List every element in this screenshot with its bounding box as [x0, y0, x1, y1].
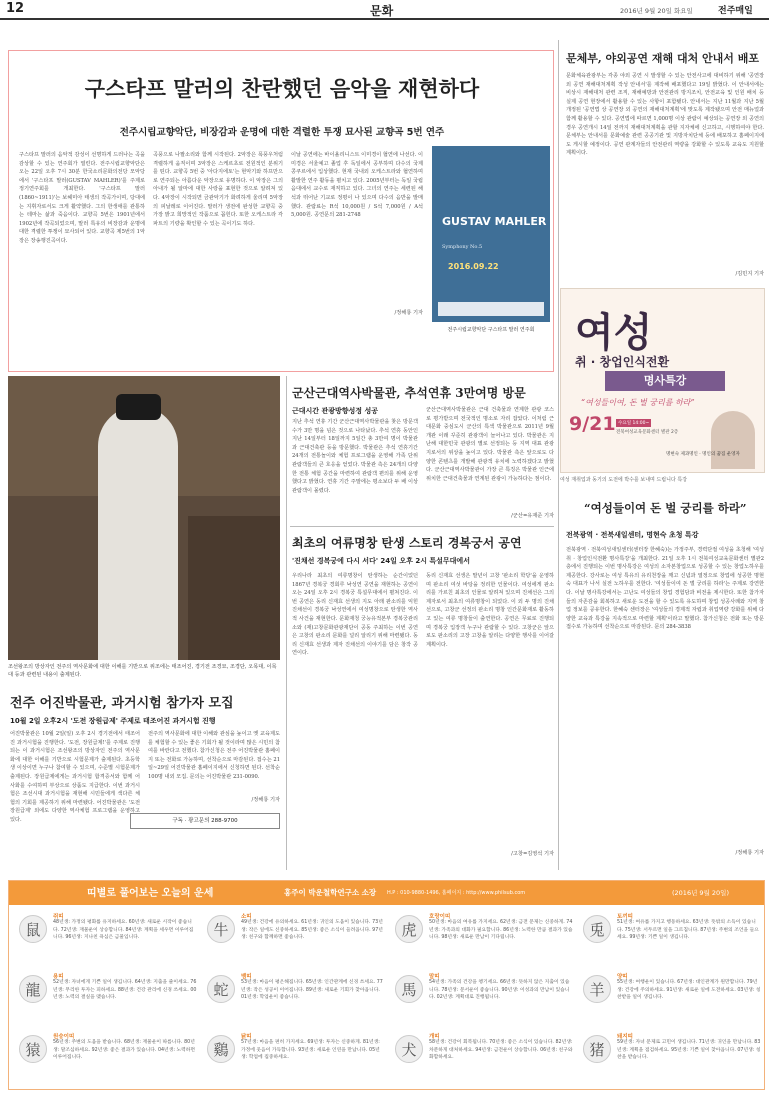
zodiac-animal-icon: 猪	[583, 1035, 611, 1063]
speaker-photo	[711, 411, 755, 469]
poster-footer	[438, 302, 544, 316]
zodiac-card	[203, 971, 387, 1031]
zodiac-text: 53년생: 마음이 평온해집니다. 65년생: 인간관계에 신경 쓰세요. 77년생: 작은 성공이 이어집니다. 89년생: 새로운 기회가 찾아옵니다. 01년생: 학업운이 좋습니다.	[241, 980, 383, 1001]
ad-time: 수요일 14:00~	[618, 421, 650, 426]
story2-subhead: 전북광역 · 전북새일센터, 명현숙 초청 특강	[566, 531, 699, 539]
museum-headline: 군산근대역사박물관, 추석연휴 3만여명 방문	[292, 386, 526, 400]
story2-headline: “여성들이여 돈 벌 궁리를 하라”	[584, 501, 747, 515]
masthead	[0, 0, 769, 20]
zodiac-card	[203, 911, 387, 971]
zodiac-card	[579, 1031, 763, 1091]
zodiac-animal-icon: 馬	[395, 975, 423, 1003]
jeonju-col2: 전주의 역사문화에 대한 이해와 관심을 높이고 옛 교육제도를 체험할 수 있는 좋은 기회가 될 것이라며 많은 시민의 참여를 바란다고 전했다. 참가신청은 전주 어진박물관 홈페이지 또는 전화로 가능하며, 선착순으로 마감된다. 접수는 21일~29일 어진박물관 홈페이지에서 신청하면 된다. 선착순 100명 내외 모집. 문의는 어진박물관 231-0090.	[148, 731, 280, 780]
zodiac-text: 50년생: 마음의 여유를 가지세요. 62년생: 금전 문제는 신중하게. 74년생: 가족과의 대화가 필요합니다. 86년생: 노력한 만큼 결과가 있습니다. 98년생: 새로운 만남이 기다립니다.	[429, 920, 573, 941]
ad-title-badge: 명사특강	[605, 371, 725, 391]
ad-caption: 여성 재취업과 동기의 도전에 박수를 보내며 드립니다 특강	[560, 477, 688, 483]
zodiac-text: 56년생: 주변의 도움을 받습니다. 68년생: 재물운이 따릅니다. 80년생: 말조심하세요. 92년생: 좋은 결과가 있습니다. 04년생: 노력하면 이루어집니다.	[53, 1040, 195, 1061]
row-divider	[290, 526, 554, 527]
zodiac-name: 원숭이띠	[53, 1034, 75, 1040]
palace-subhead: '진채선 경복궁에 다시 서다' 24일 오후 2시 특설무대에서	[292, 557, 470, 565]
zodiac-text: 58년생: 건강이 회복됩니다. 70년생: 좋은 소식이 있습니다. 82년생: 차분하게 대처하세요. 94년생: 금전운이 상승합니다. 06년생: 친구와 화합하세요.	[429, 1040, 573, 1061]
palace-byline: /고창=김영석 기자	[511, 851, 554, 857]
jeonju-col1: 어진박물관은 10월 2일(일) 오후 2시 경기전에서 태조어진 과거시험을 진행한다. '도전, 장원급제!'를 주제로 진행되는 이 과거시험은 조선왕조의 방상자인 전주의 역사문화에 대한 이해를 기반으로 시험문제가 출제된다. 초등학생 이상이면 누구나 참여할 수 있으며, 수준별 시험문제가 출제된다. 장원급제에게는 과거시험 합격증서와 함께 어사화를 수여하며 부상으로 상품도 지급한다. 이번 과거시험은 조선시대 과거시험을 재현해 시민들에게 색다른 체험의 기회를 제공하기 위해 마련됐다. 어진박물관은 '도전 장원급제' 외에도 다양한 역사체험 프로그램을 운영하고 있다.	[10, 731, 140, 823]
ad-venue: 전북여성교육문화센터 별관 2층	[616, 430, 679, 435]
zodiac-card	[15, 971, 199, 1031]
zodiac-card	[579, 911, 763, 971]
zodiac-text: 52년생: 자녀에게 기쁜 일이 생깁니다. 64년생: 지출을 줄이세요. 76년생: 무리한 투자는 피하세요. 88년생: 건강 관리에 신경 쓰세요. 00년생: 노력의 결실을 맺습니다.	[53, 980, 197, 1001]
zodiac-text: 51년생: 여유를 가지고 행동하세요. 63년생: 뜻밖의 소득이 있습니다. 75년생: 서두르면 일을 그르칩니다. 87년생: 주변의 조언을 들으세요. 99년생: 기쁜 일이 생깁니다.	[617, 920, 759, 941]
zodiac-animal-icon: 虎	[395, 915, 423, 943]
right-story-byline: /김민지 기자	[735, 271, 764, 277]
top-story-byline: /정해룡 기자	[394, 310, 423, 316]
zodiac-card	[15, 911, 199, 971]
ad-title: 취 · 창업인식전환	[575, 355, 670, 369]
issue-date: 2016년 9월 20일 화요일	[620, 7, 693, 15]
fortune-date: (2016년 9월 20일)	[672, 889, 729, 897]
zodiac-card	[391, 911, 575, 971]
ad-speaker	[666, 451, 740, 457]
top-story-col2: 곡풍으로 나팔소리와 함께 시작된다. 2악장은 폭풍우처럼 격렬하게 움직이며 3악장은 스케르초로 전원적인 분위기를 띤다. 교향곡 5번 중 '아다지에토'는 현악기와 하프만으로 연주되는 아름다운 악장으로 유명하다. 이 악장은 그의 아내가 될 알마에 대한 사랑을 표현한 것으로 알려져 있다. 4악장이 시작되면 금관악기가 화려하게 울리며 5악장의 피날레로 이어진다. 말러가 생전에 완성한 교향곡 중 가장 밝고 희망적인 작품으로 꼽힌다. 또한 오케스트라 각 파트의 기량을 확인할 수 있는 곡이기도 하다.	[153, 152, 283, 227]
section-title: 문화	[370, 4, 394, 18]
right-story-headline: 문체부, 야외공연 재해 대처 안내서 배포	[566, 52, 759, 65]
top-story-subhead: 전주시립교향악단, 비장감과 운명에 대한 격렬한 투쟁 묘사된 교향곡 5번 연주	[119, 127, 445, 138]
fortune-header-bar	[9, 881, 764, 905]
zodiac-text: 54년생: 가족의 건강을 챙기세요. 66년생: 뜻하지 않은 지출이 있습니다. 78년생: 문서운이 좋습니다. 90년생: 이성과의 만남이 있습니다. 02년생: 계획대로 진행됩니다.	[429, 980, 570, 1001]
zodiac-name: 말띠	[429, 974, 440, 980]
column-divider	[558, 40, 559, 870]
story2-body: 전북광역 · 전북여성새일센터(센터장 한혜숙)는 가정주부, 경력단절 여성을 초청해 '여성 취 · 창업인식전환 명사특강'을 개최한다. 21일 오후 1시 전북여성교육문화센터 별관2층에서 진행되는 이번 명사특강은 여성의 소자본창업으로 성공할 수 있는 창업노하우를 제공한다. 강사로는 여성 특유의 유리천장을 깨고 신념과 열정으로 창업에 성공한 명현숙 대표가 나서 실전 노하우를 전한다. '여성들이여 돈 벌 궁리를 하라'는 주제로 강연한다. 이날 명사특강에서는 고난도 여성들의 창업 경험담과 비전을 제시한다. 또한 참가자들의 자존감을 회복하고 새로운 도전을 할 수 있도록 유도하며 창업 성공사례와 지역 창업 정보를 공유한다. 한혜숙 센터장은 '여성들의 경제적 자립과 취업역량 강화를 위해 다양한 교육과 특강을 지속적으로 마련할 계획'이라고 말했다. 참가신청은 전화 또는 방문 접수로 가능하며 선착순으로 마감된다. 문의 284-3838	[566, 547, 764, 631]
zodiac-animal-icon: 兎	[583, 915, 611, 943]
zodiac-text: 49년생: 건강에 유의하세요. 61년생: 귀인의 도움이 있습니다. 73년생: 작은 일에도 신중하세요. 85년생: 좋은 소식이 들려옵니다. 97년생: 친구와 함께하면 좋습니다.	[241, 920, 383, 941]
zodiac-card	[391, 1031, 575, 1091]
top-story-col1: 구스타프 말러의 음악적 감성이 선명하게 드러나는 곡을 감상할 수 있는 연주회가 열린다. 전주시립교향악단은 오는 22일 오후 7시 30분 한국소리문화의전당 모악당에서 '구스타프 말러(GUSTAV MAHLER)'를 주제로 정기연주회를 개최한다. '구스타프 말러(1860~1911)'는 보헤미아 태생의 작곡가이며, 당대에는 지휘자로서도 크게 활약했다. 그의 한생애를 관통하는 테마는 삶과 죽음이다. 교향곡 5번은 1901년에서 1902년에 작곡되었으며, 말러 특유의 비장감과 운명에 대한 격렬한 투쟁이 묘사되어 있다. 교향곡 제5번의 1악장은 장송행진곡이다.	[19, 152, 145, 244]
zodiac-text: 55년생: 여행운이 있습니다. 67년생: 대인관계가 원만합니다. 79년생: 건강에 주의하세요. 91년생: 새로운 일에 도전하세요. 03년생: 칭찬받을 일이 생깁니다.	[617, 980, 761, 1001]
fortune-contact: H.P : 010-9880-1496, 홈페이지 : http://www.philsub.com	[387, 890, 526, 896]
palace-headline: 최초의 여류명창 탄생 스토리 경복궁서 공연	[292, 536, 522, 550]
museum-subhead: 근대시간 관광방향성정 성공	[292, 407, 379, 415]
poster-date: 2016.09.22	[448, 262, 499, 271]
zodiac-animal-icon: 牛	[207, 915, 235, 943]
zodiac-name: 토끼띠	[617, 914, 633, 920]
zodiac-card	[579, 971, 763, 1031]
zodiac-name: 호랑이띠	[429, 914, 451, 920]
fortune-section	[8, 880, 765, 1090]
right-story-body: 문화체육관광부는 각종 야외 공연 시 발생할 수 있는 안전사고에 대비하기 위해 '공연장 외 공연 재해대처계획 작성 안내서'를 제작해 배포했다고 19일 밝혔다. 이 안내서에는 비상시 재해대처 관련 조직, 재해예방과 안전관리 방지조치, 안전교육 및 인원 배치 등 실제 공연 현장에서 활용할 수 있는 사항이 포함됐다. 안내서는 지난 11월과 지난 5월 개정된 '공연법 상 공연장 외 공연의 재해대처계획'에 맞도록 제작됐으며 안전 매뉴얼과 함께 활용할 수 있다. 공연법에 따르면 1,000명 이상 관람이 예상되는 공연장 외 공연의 경우 공연개시 14일 전까지 재해대처계획을 관할 지자체에 신고하고, 시행하여야 한다. 문체부는 안내서를 문화예술 관련 공공기관 및 지방자치단체 등에 배포하고 홈페이지에도 게시할 예정이다. 공연 관계자들의 안전관리 역량을 강화할 수 있도록 교육도 지원할 계획이다.	[566, 73, 764, 157]
zodiac-animal-icon: 鷄	[207, 1035, 235, 1063]
top-story-headline: 구스타프 말러의 찬란했던 음악을 재현하다	[84, 76, 480, 101]
zodiac-animal-icon: 龍	[19, 975, 47, 1003]
concert-poster	[432, 146, 550, 322]
ad-speaker-title: 제과명인 · 명인의 꿈집 운영자	[680, 452, 740, 457]
zodiac-name: 뱀띠	[241, 974, 252, 980]
ad-big-text: 여성	[575, 310, 653, 356]
zodiac-text: 48년생: 가정의 평화를 유지하세요. 60년생: 새로운 시작이 좋습니다. 72년생: 재물운이 상승합니다. 84년생: 계획을 세우면 이루어집니다. 96년생: 지나친 욕심은 금물입니다.	[53, 920, 194, 941]
zodiac-name: 용띠	[53, 974, 64, 980]
zodiac-card	[391, 971, 575, 1031]
zodiac-name: 개띠	[429, 1034, 440, 1040]
zodiac-name: 쥐띠	[53, 914, 64, 920]
museum-col2: 군산근대역사박물관은 근대 건축물과 연계한 관광 코스로 평가받으며 전국적인 명소로 자리 잡았다. 이처럼 근대문화 중심도시 군산의 특색 박물관으로 2011년 9월 개관 이래 꾸준히 관광객이 늘어나고 있다. 박물관은 지난해 대한민국 관광의 별로 선정되는 등 지역 대표 관광지로서의 위상을 높이고 있다. 박물관 측은 앞으로도 다양한 콘텐츠를 개발해 관광객 유치에 노력하겠다고 밝혔다. 군산근대역사박물관이 가장 큰 특징은 박물관 인근에 위치한 근대건축물과 연계된 관광이 가능하다는 점이다.	[426, 407, 554, 482]
ad-date: 9/21	[569, 413, 616, 435]
lecture-ad-banner	[560, 288, 765, 473]
zodiac-animal-icon: 羊	[583, 975, 611, 1003]
zodiac-card	[15, 1031, 199, 1091]
zodiac-name: 닭띠	[241, 1034, 252, 1040]
zodiac-animal-icon: 鼠	[19, 915, 47, 943]
palace-col1: 우리나라 최초의 여류명창이 탄생하는 순간이었던 1867년 경복궁 경회루 낙성연 공연을 재현하는 공연이 오는 24일 오후 2시 경복궁 특설무대에서 펼쳐진다. 이번 공연은 동리 신재효 선생의 지도 아래 판소리를 익힌 진채선이 경복궁 낙성연에서 여성명창으로 탄생한 역사적 사건을 재현한다. 문화재청 궁능유적본부 경복궁관리소와 (재)고창문화관광재단이 공동 주최하는 이번 공연은 고창의 판소리 문화를 널리 알리기 위해 마련됐다. 동리 신재효 선생과 제자 진채선의 이야기를 담은 창작 공연이다.	[292, 573, 418, 657]
jeonju-byline: /정해룡 기자	[251, 797, 280, 803]
page-number: 12	[6, 1, 25, 16]
column-divider	[286, 376, 287, 870]
zodiac-text: 57년생: 마음을 편히 가지세요. 69년생: 투자는 신중하게. 81년생: 가정에 웃음이 가득합니다. 93년생: 새로운 인연을 만납니다. 05년생: 학업에 집중하세요.	[241, 1040, 380, 1061]
zodiac-name: 양띠	[617, 974, 628, 980]
paper-name: 전주매일	[718, 6, 753, 16]
zodiac-animal-icon: 猿	[19, 1035, 47, 1063]
poster-caption: 전주시립교향악단 구스타프 말러 연주회	[447, 327, 535, 333]
ad-slogan: “여성들이여, 돈 벌 궁리를 하라”	[581, 398, 695, 407]
palace-col2: 동리 신재효 선생은 말년이 고창 '판소리 학당'을 운영하며 판소리 여섯 바탕을 정리한 인물이다. 여성에게 판소리를 가르친 최초의 인물로 알려져 있으며 진채선은 그의 제자로서 최초의 여류명창이 되었다. 이 외 두 명의 진채선으로, 고창군 선정의 판소리 명창 인간문화재로 활동하고 있는 여류 명창들이 출연한다. 공연은 무료로 진행되며 경복궁 입장객 누구나 관람할 수 있다. 고창군은 앞으로도 판소리의 고장 고창을 알리는 다양한 행사를 이어갈 계획이다.	[426, 573, 554, 648]
fortune-title: 띠별로 풀어보는 오늘의 운세	[87, 888, 214, 899]
poster-subtitle: Symphony No.5	[442, 244, 483, 250]
zodiac-name: 소띠	[241, 914, 252, 920]
zodiac-name: 돼지띠	[617, 1034, 633, 1040]
zodiac-card	[203, 1031, 387, 1091]
top-story-col3: 이날 공연에는 바이올리니스트 이미경이 협연에 나선다. 이미경은 서울예고 졸업 후 독일에서 공부하며 다수의 국제 콩쿠르에서 입상했다. 현재 국내외 오케스트라와 협연하며 활발한 연주 활동을 펼치고 있다. 2005년부터는 독일 국립음대에서 교수로 재직하고 있다. 그녀의 연주는 세련된 해석과 뛰어난 기교로 정평이 나 있으며 다수의 음반을 발매했다. 관람료는 R석 10,000원 / S석 7,000원 / A석 5,000원. 공연문의 281-2748	[291, 152, 423, 219]
museum-byline: /군산=유재준 기자	[511, 513, 554, 519]
zodiac-animal-icon: 犬	[395, 1035, 423, 1063]
zodiac-animal-icon: 蛇	[207, 975, 235, 1003]
subscription-ad-box: 구독 · 광고문의 288-9700	[130, 813, 280, 829]
top-story	[8, 50, 554, 372]
museum-photo	[8, 376, 280, 660]
museum-photo-caption: 조선왕조의 방상자인 전주의 역사문화에 대한 이해를 기반으로 위조에는 태조어진, 경기전 조경묘, 조경단, 오목대, 이목대 등과 관련된 내용이 출제된다.	[8, 664, 277, 678]
poster-name: GUSTAV MAHLER	[442, 215, 547, 228]
jeonju-headline: 전주 어진박물관, 과거시험 참가자 모집	[10, 696, 234, 711]
museum-col1: 지난 추석 연휴 기간 군산근대역사박물관을 찾은 방문객 수가 3만 명을 넘은 것으로 나타났다. 추석 연휴 동안인 지난 14일부터 18일까지 5일간 총 3만여 명이 박물관과 근대건축관 등을 방문했다. 박물관은 추석 연휴기간 24개의 전통놀이와 체험 프로그램을 운영해 가족 단위 관람객들의 큰 호응을 얻었다. 박물관 측은 24개의 다양한 전통 체험 공간을 마련하여 관람객 편의를 위해 운영했다고 밝혔다. 연휴 기간 주말에는 평소보다 두 배 이상 관람객이 몰렸다.	[292, 419, 418, 494]
jeonju-subhead: 10월 2일 오후2시 '도전 장원급제' 주제로 태조어진 과거시험 진행	[10, 717, 216, 725]
zodiac-text: 59년생: 자녀 문제로 고민이 생깁니다. 71년생: 귀인을 만납니다. 83년생: 계획을 점검하세요. 95년생: 기쁜 일이 찾아옵니다. 07년생: 칭찬을 받습니다.	[617, 1040, 761, 1061]
ad-speaker-name: 명현숙	[666, 452, 680, 457]
story2-byline: /정해룡 기자	[735, 850, 764, 856]
fortune-org: 홍주이 박운철학연구소 소장	[284, 888, 377, 897]
